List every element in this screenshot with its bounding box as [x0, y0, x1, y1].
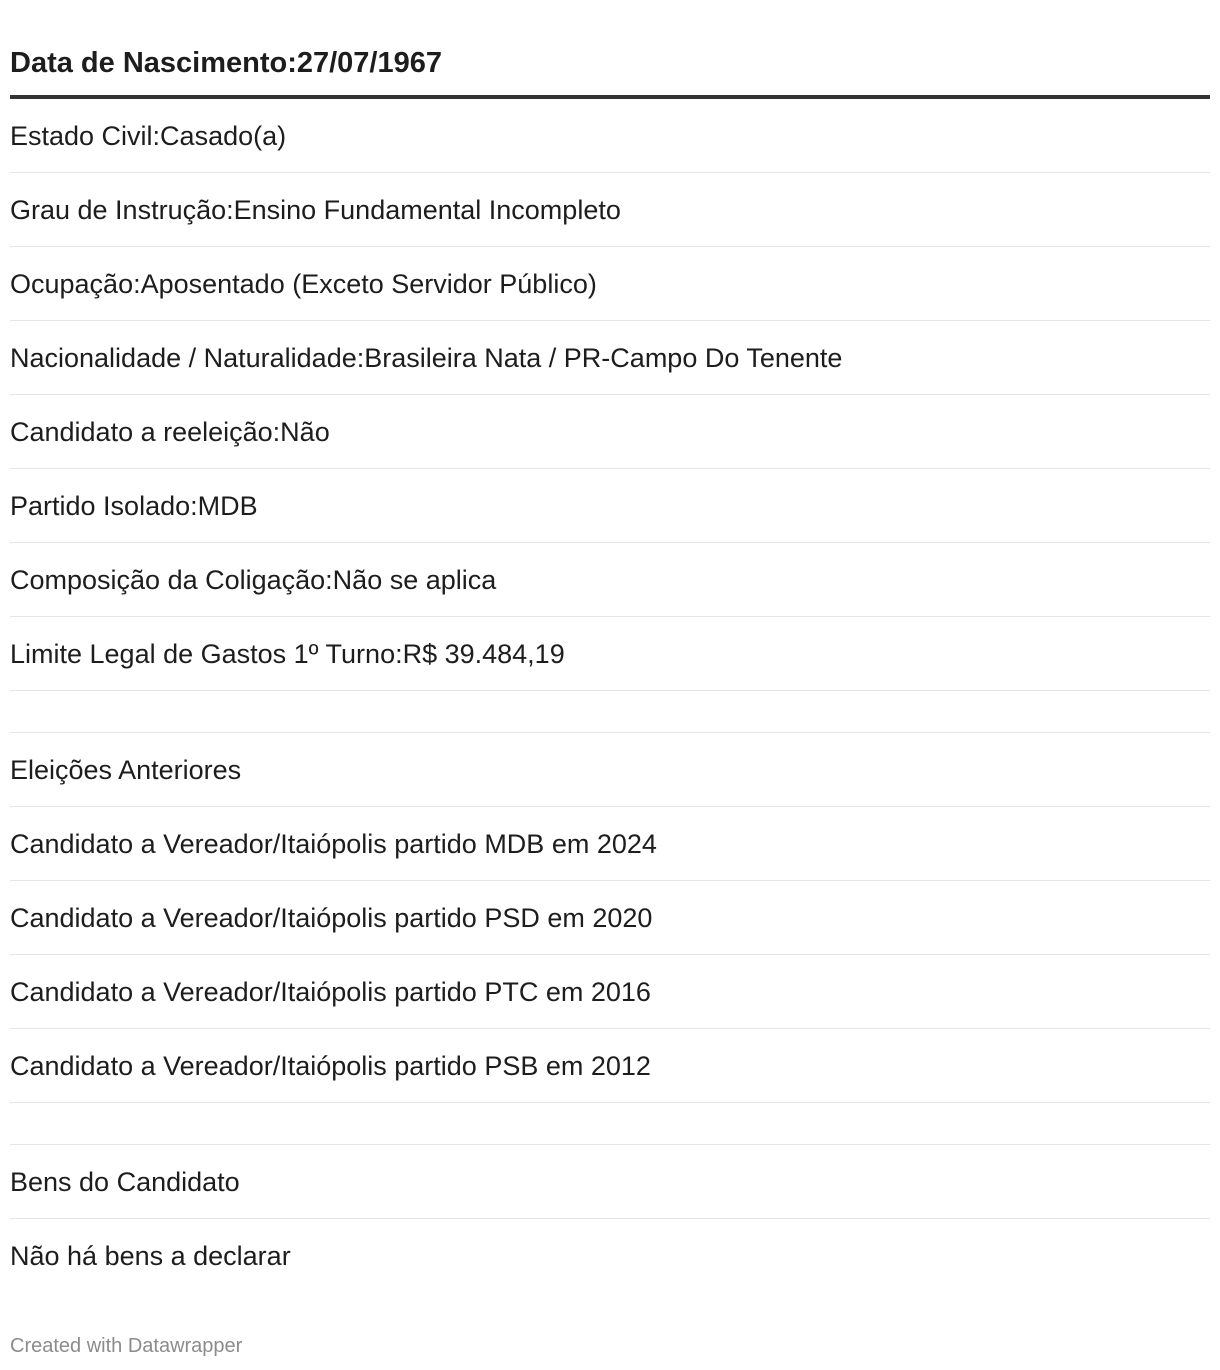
row-text: Não há bens a declarar	[10, 1241, 291, 1271]
table-row-nationality	[10, 321, 1210, 395]
row-text: Limite Legal de Gastos 1º Turno:R$ 39.484,19	[10, 639, 565, 669]
row-text: Candidato a Vereador/Itaiópolis partido PSD em 2020	[10, 903, 653, 933]
row-text: Composição da Coligação:Não se aplica	[10, 565, 497, 595]
table-row-assets	[10, 1219, 1210, 1293]
row-text: Candidato a reeleição:Não	[10, 417, 330, 447]
table-header	[10, 0, 1210, 99]
table-row-spacer	[10, 691, 1210, 733]
candidate-table	[10, 0, 1210, 1293]
table-row-election-2016	[10, 955, 1210, 1029]
datawrapper-credit: Created with Datawrapper	[10, 1335, 243, 1357]
row-text: Estado Civil:Casado(a)	[10, 121, 287, 151]
row-text: Eleições Anteriores	[10, 755, 242, 785]
table-row-election-2020	[10, 881, 1210, 955]
table-row-coalition	[10, 543, 1210, 617]
table-row-election-2012	[10, 1029, 1210, 1103]
row-text: Candidato a Vereador/Itaiópolis partido PTC em 2016	[10, 977, 651, 1007]
row-text: Bens do Candidato	[10, 1167, 240, 1197]
row-text: Grau de Instrução:Ensino Fundamental Incompleto	[10, 195, 621, 225]
table-row-education	[10, 173, 1210, 247]
table-row-reelection	[10, 395, 1210, 469]
header-birth-date: Data de Nascimento:27/07/1967	[10, 47, 442, 79]
section-title-assets	[10, 1145, 1210, 1219]
table-row-election-2024	[10, 807, 1210, 881]
row-text: Candidato a Vereador/Itaiópolis partido MDB em 2024	[10, 829, 657, 859]
table-row-party	[10, 469, 1210, 543]
table-row-spacer	[10, 1103, 1210, 1145]
row-text: Candidato a Vereador/Itaiópolis partido PSB em 2012	[10, 1051, 651, 1081]
table-row-spending-limit	[10, 617, 1210, 691]
section-title-elections	[10, 733, 1210, 807]
table-row-occupation	[10, 247, 1210, 321]
row-text: Partido Isolado:MDB	[10, 491, 258, 521]
row-text: Ocupação:Aposentado (Exceto Servidor Público)	[10, 269, 597, 299]
row-text: Nacionalidade / Naturalidade:Brasileira Nata / PR-Campo Do Tenente	[10, 343, 843, 373]
table-row-marital-status	[10, 99, 1210, 173]
